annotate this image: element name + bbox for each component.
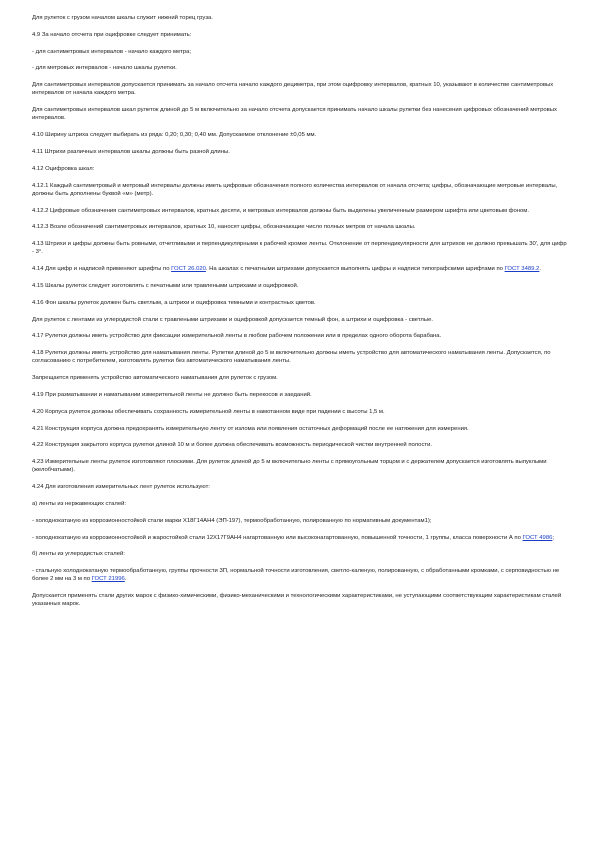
- paragraph-text: 4.12 Оцифровка шкал:: [32, 165, 95, 172]
- paragraph: [32, 374, 570, 382]
- paragraph-text: а) ленты из нержавеющих сталей:: [32, 500, 127, 507]
- paragraph-text: 4.19 При разматывании и наматывании измерительной ленты не должно быть перекосов и заеданий.: [32, 391, 312, 398]
- paragraph: [32, 592, 570, 608]
- paragraph: [32, 81, 570, 97]
- paragraph: [32, 182, 570, 198]
- paragraph: [32, 534, 570, 542]
- paragraph: [32, 349, 570, 365]
- paragraph: [32, 106, 570, 122]
- paragraph-text: - холоднокатаную из коррозионностойкой и жаростойкой стали 12Х17Г9АН4 нагартованную или высоконагартованную, повышенной точности, 1 группы, класса поверхности А по: [32, 534, 523, 541]
- paragraph: [32, 165, 570, 173]
- paragraph-text: 4.12.3 Возле обозначений сантиметровых интервалов, кратных 10, наносят цифры, обозначающие число полных метров от начала шкалы.: [32, 224, 416, 231]
- paragraph: [32, 458, 570, 474]
- paragraph: [32, 31, 570, 39]
- paragraph-text: Для рулеток с грузом началом шкалы служит нижний торец груза.: [32, 15, 213, 21]
- paragraph: [32, 441, 570, 449]
- standard-reference-link[interactable]: ГОСТ 4986: [522, 534, 553, 541]
- paragraph-text: 4.22 Конструкция закрытого корпуса рулетки длиной 10 м и более должна обеспечивать возможность периодической чистки внутренней полости.: [32, 442, 433, 449]
- paragraph: [32, 265, 570, 273]
- paragraph-text: Запрещается применять устройство автоматического наматывания для рулеток с грузом.: [32, 375, 278, 382]
- paragraph-text: 4.16 Фон шкалы рулеток должен быть светлым, а штрихи и оцифровка темными и контрастных цветов.: [32, 299, 316, 306]
- paragraph: [32, 425, 570, 433]
- paragraph-text: 4.23 Измерительные ленты рулеток изготовляют плоскими. Для рулеток длиной до 5 м включительно ленты с прямоугольным торцом и с держателем допускается изготовлять выпуклыми (желобчатыми).: [32, 459, 547, 474]
- paragraph-text: - для метровых интервалов - начало шкалы рулетки.: [32, 65, 177, 72]
- standard-reference-link[interactable]: ГОСТ 3489.2: [504, 266, 540, 273]
- paragraph: [32, 223, 570, 231]
- document-body: [32, 14, 570, 617]
- paragraph-text: . На шкалах с печатными штрихами допускается выполнять цифры и надписи типографскими шрифтами по: [205, 266, 505, 273]
- paragraph: [32, 391, 570, 399]
- paragraph-text: Для рулеток с лентами из углеродистой стали с травлеными штрихами и оцифровкой допускается темный фон, а штрихи и оцифровка - светлые.: [32, 316, 434, 323]
- paragraph: [32, 408, 570, 416]
- paragraph: [32, 131, 570, 139]
- paragraph-text: - холоднокатаную из коррозионностойкой стали марки Х18Г14АН4 (ЭП-197), термообработанную, полированную по нормативным документам1);: [32, 517, 432, 524]
- paragraph-text: 4.13 Штрихи и цифры должны быть ровными, отчетливыми и перпендикулярными к рабочей кромке ленты. Отклонение от перпендикулярности для штрихов не должно превышать 30', для цифр - 3°.: [32, 241, 567, 256]
- paragraph-text: - для сантиметровых интервалов - начало каждого метра;: [32, 48, 192, 55]
- paragraph: [32, 483, 570, 491]
- paragraph: [32, 48, 570, 56]
- paragraph-text: .: [124, 576, 127, 583]
- paragraph-text: 4.12.1 Каждый сантиметровый и метровый интервалы должны иметь цифровые обозначения полного количества интервалов от начала отсчета; цифры, обозначающие метровые интервалы, должны быть дополнены буквой «м» (метр).: [32, 182, 558, 197]
- paragraph: [32, 240, 570, 256]
- paragraph-text: 4.12.2 Цифровые обозначения сантиметровых интервалов, кратных десяти, и метровых интервалов должны быть выделены увеличенным размером шрифта или цветовым фоном.: [32, 207, 529, 214]
- paragraph: [32, 316, 570, 324]
- paragraph: [32, 500, 570, 508]
- paragraph-text: 4.11 Штрихи различных интервалов шкалы должны быть разной длины.: [32, 148, 230, 155]
- paragraph-text: 4.18 Рулетки должны иметь устройство для наматывания ленты. Рулетки длиной до 5 м включительно должны иметь устройство для автоматического наматывания ленты. Допускается, по согласованию с потребителем, изготовлять рулетки без автоматического наматывания ленты.: [32, 350, 551, 365]
- paragraph-text: - стальную холоднокатаную термообработанную, группы прочности 3П, нормальной точности изготовления, светло-каленую, полированную, с обработанными кромками, с серповидностью не более 2 мм на 3 м по: [32, 568, 560, 583]
- paragraph: [32, 14, 570, 22]
- paragraph: [32, 517, 570, 525]
- paragraph: [32, 282, 570, 290]
- paragraph-text: 4.20 Корпуса рулеток должны обеспечивать сохранность измерительной ленты в намотанном виде при падении с высоты 1,5 м.: [32, 408, 385, 415]
- paragraph-text: 4.15 Шкалы рулеток следует изготовлять с печатными или травлеными штрихами и оцифровкой.: [32, 282, 299, 289]
- paragraph-text: 4.14 Для цифр и надписей применяют шрифты по: [32, 266, 172, 273]
- paragraph-text: Допускается применять стали других марок с физико-химическими, физико-механическими и технологическими характеристиками, не уступающими соответствующим характеристикам сталей указанных марок.: [32, 593, 562, 608]
- paragraph-text: 4.17 Рулетки должны иметь устройство для фиксации измерительной ленты в любом рабочем положении или в пределах одного оборота барабана.: [32, 333, 442, 340]
- paragraph-text: 4.10 Ширину штриха следует выбирать из ряда: 0,20; 0,30; 0,40 мм. Допускаемое отклонение ±0,05 мм.: [32, 132, 317, 139]
- paragraph-text: 4.21 Конструкция корпуса должна предохранять измерительную ленту от излома или появления остаточных деформаций после ее натяжения для измерения.: [32, 425, 469, 432]
- paragraph-text: б) ленты из углеродистых сталей:: [32, 551, 125, 558]
- paragraph: [32, 148, 570, 156]
- paragraph-text: .: [539, 266, 541, 273]
- paragraph-text: 4.9 За начало отсчета при оцифровке следует принимать:: [32, 31, 192, 38]
- paragraph: [32, 332, 570, 340]
- paragraph-text: ;: [552, 534, 555, 541]
- paragraph: [32, 550, 570, 558]
- paragraph: [32, 567, 570, 583]
- paragraph-text: Для сантиметровых интервалов допускается принимать за начало отсчета начало каждого дециметра, при этом оцифровку интервалов, кратных 10, указывают в количестве сантиметровых интервалов от начала каждого метра.: [32, 82, 554, 97]
- standard-reference-link[interactable]: ГОСТ 21996: [91, 576, 125, 583]
- paragraph: [32, 207, 570, 215]
- paragraph: [32, 299, 570, 307]
- paragraph: [32, 64, 570, 72]
- standard-reference-link[interactable]: ГОСТ 26.020: [171, 266, 206, 273]
- paragraph-text: Для сантиметровых интервалов шкал рулеток длиной до 5 м включительно за начало отсчета допускается принимать начало шкалы рулетки без нанесения цифровых обозначений метровых интервалов.: [32, 107, 557, 122]
- paragraph-text: 4.24 Для изготовления измерительных лент рулеток используют:: [32, 484, 210, 491]
